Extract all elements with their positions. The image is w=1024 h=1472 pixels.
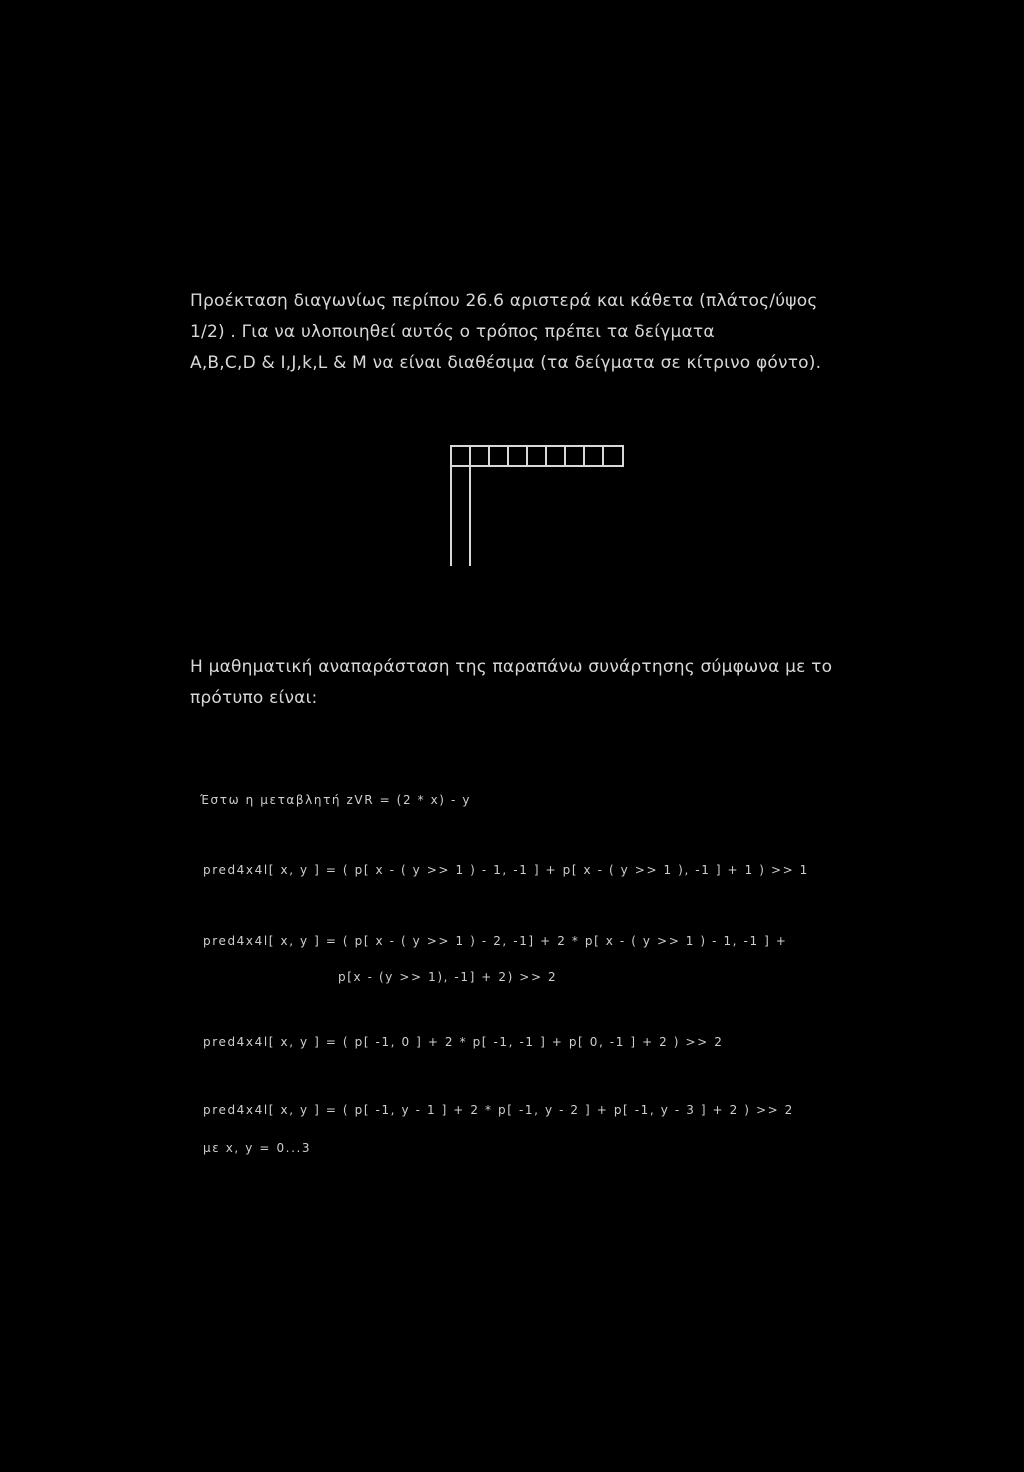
math-intro-paragraph (190, 652, 832, 714)
math-intro-line-2: πρότυπο είναι: (190, 688, 318, 708)
formula-2-line-1: pred4x4l[ x, y ] = ( p[ x - ( y >> 1 ) - 2, -1] + 2 * p[ x - ( y >> 1 ) - 1, -1 ] + (203, 934, 788, 948)
formula-4: pred4x4l[ x, y ] = ( p[ -1, y - 1 ] + 2 * p[ -1, y - 2 ] + p[ -1, y - 3 ] + 2 ) >> 2 (203, 1103, 794, 1117)
math-intro-line-1: Η μαθηματική αναπαράσταση της παραπάνω συνάρτησης σύμφωνα με το (190, 657, 833, 677)
formula-1: pred4x4l[ x, y ] = ( p[ x - ( y >> 1 ) - 1, -1 ] + p[ x - ( y >> 1 ), -1 ] + 1 ) >> 1 (203, 863, 809, 877)
intro-line-3: A,B,C,D & I,J,k,L & M να είναι διαθέσιμα (τα δείγματα σε κίτρινο φόντο). (190, 353, 822, 373)
formula-2-line-2: p[x - (y >> 1), -1] + 2) >> 2 (338, 970, 558, 984)
formula-3: pred4x4l[ x, y ] = ( p[ -1, 0 ] + 2 * p[ -1, -1 ] + p[ 0, -1 ] + 2 ) >> 2 (203, 1035, 724, 1049)
variable-definition: Έστω η μεταβλητή zVR = (2 * x) - y (200, 793, 472, 807)
grid-cell-top (451, 446, 623, 466)
range-note: με x, y = 0...3 (203, 1141, 312, 1155)
intro-line-1: Προέκταση διαγωνίως περίπου 26.6 αριστερά και κάθετα (πλάτος/ύψος (190, 291, 818, 311)
intro-line-2: 1/2) . Για να υλοποιηθεί αυτός ο τρόπος πρέπει τα δείγματα (190, 322, 715, 342)
